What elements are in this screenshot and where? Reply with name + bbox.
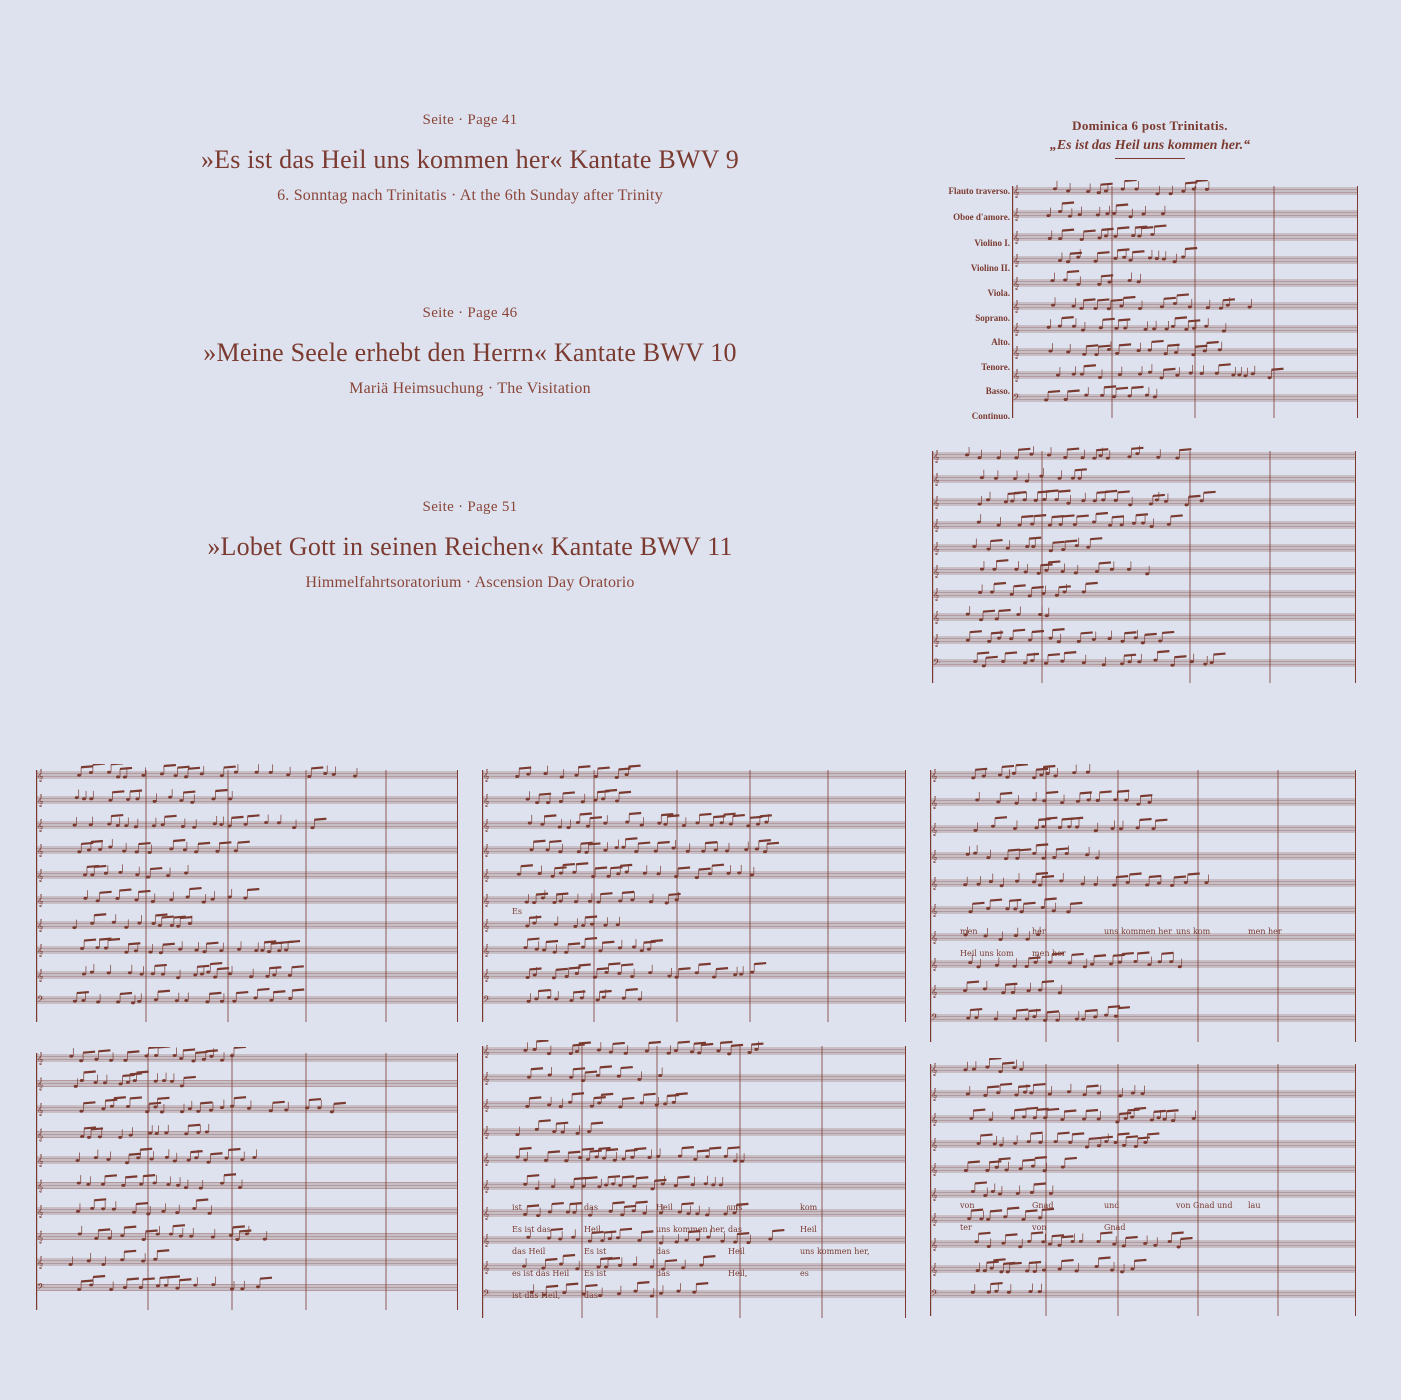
svg-text:𝄞: 𝄞 [483,1099,490,1112]
svg-text:𝄞: 𝄞 [37,1154,44,1167]
lyric-syllable: lau [1248,1201,1261,1210]
lyric-syllable: Heil [656,1203,673,1212]
occasion-line: Himmelfahrtsoratorium · Ascension Day Oratorio [305,574,635,591]
svg-text:𝄞: 𝄞 [37,1205,44,1218]
score-system-1 [1012,180,1358,430]
svg-text:𝄞: 𝄞 [483,919,490,932]
work-title: »Meine Seele erhebt den Herrn« Kantate BWV 10 [203,338,737,367]
svg-text:𝄞: 𝄞 [483,1180,490,1193]
svg-text:𝄞: 𝄞 [1013,277,1020,290]
svg-text:𝄢: 𝄢 [931,1012,939,1025]
lyric-syllable: ist das Heil, [512,1291,561,1300]
svg-text:𝄞: 𝄞 [931,796,938,809]
score-heading [1000,118,1300,159]
svg-text:𝄞: 𝄞 [483,1207,490,1220]
lyric-syllable: Es ist [584,1247,607,1256]
lyric-syllable: Heil [800,1225,817,1234]
svg-text:𝄞: 𝄞 [931,904,938,917]
svg-text:𝄞: 𝄞 [37,1179,44,1193]
cantata-motto: „Es ist das Heil uns kommen her.“ [1049,138,1251,153]
svg-text:𝄞: 𝄞 [37,819,44,832]
score-engraving [930,1058,1356,1328]
svg-text:𝄞: 𝄞 [933,496,940,509]
svg-text:𝄞: 𝄞 [933,588,940,601]
page-reference: Seite · Page 46 [422,305,518,321]
lyric-syllable: uns kommen her, [656,1225,726,1234]
svg-text:𝄞: 𝄞 [931,931,938,944]
score-engraving [1012,180,1358,430]
score-system-4 [482,764,906,1034]
page-reference: Seite · Page 41 [422,112,518,128]
svg-text:𝄞: 𝄞 [931,1263,938,1276]
instrument-label: Oboe d'amore. [953,212,1010,222]
lyric-syllable: uns [728,1203,743,1212]
lyric-syllable: Heil, [728,1269,748,1278]
work-title: »Es ist das Heil uns kommen her« Kantate BWV 9 [200,145,740,174]
score-system-2 [932,445,1356,695]
lyric-syllable: es [800,1269,809,1278]
score-system-7 [482,1040,906,1330]
lyric-syllable: das [656,1247,670,1256]
lyric-syllable: uns kommen her [1104,927,1172,936]
svg-text:𝄢: 𝄢 [483,994,491,1007]
svg-text:𝄞: 𝄞 [37,969,44,982]
svg-text:𝄞: 𝄞 [483,769,490,782]
svg-text:𝄢: 𝄢 [483,1288,491,1301]
lyric-syllable: uns kommen her, [800,1247,870,1256]
entry-bwv11 [170,499,770,592]
score-engraving [930,764,1356,1054]
svg-text:𝄞: 𝄞 [931,985,938,998]
lyric-syllable: men her [1032,949,1066,958]
svg-text:𝄞: 𝄞 [37,794,44,807]
svg-text:𝄢: 𝄢 [37,994,45,1007]
lyric-syllable: Heil [728,1247,745,1256]
svg-text:𝄞: 𝄞 [37,919,44,932]
svg-text:𝄢: 𝄢 [1013,392,1021,405]
score-engraving [482,1040,906,1330]
instrument-label: Continuo. [971,411,1010,421]
svg-text:𝄞: 𝄞 [37,1256,44,1269]
svg-text:𝄞: 𝄞 [37,844,44,857]
svg-text:𝄞: 𝄞 [483,844,490,857]
svg-text:𝄞: 𝄞 [933,450,940,463]
lyric-syllable: kom [800,1203,818,1212]
svg-text:𝄞: 𝄞 [933,565,940,578]
lyric-syllable: Es ist [584,1269,607,1278]
score-engraving [932,445,1356,695]
lyric-syllable: uns kom [1176,927,1211,936]
svg-text:𝄞: 𝄞 [931,823,938,836]
svg-text:𝄢: 𝄢 [931,1288,939,1301]
lyric-syllable: das [584,1203,598,1212]
page-reference: Seite · Page 51 [422,499,518,515]
svg-text:𝄞: 𝄞 [931,1163,938,1176]
instrument-label: Basso. [985,386,1010,396]
svg-text:𝄞: 𝄞 [483,1072,490,1085]
svg-text:𝄞: 𝄞 [37,1103,44,1116]
svg-text:𝄞: 𝄞 [483,894,490,907]
svg-text:𝄞: 𝄞 [483,1234,490,1247]
svg-text:𝄞: 𝄞 [1013,231,1020,244]
svg-text:𝄞: 𝄞 [931,1088,938,1101]
instrument-label: Soprano. [975,313,1010,323]
lyric-syllable: das [728,1225,742,1234]
svg-text:𝄢: 𝄢 [37,1281,45,1295]
svg-text:𝄞: 𝄞 [483,1153,490,1166]
score-system-3 [36,764,458,1034]
svg-text:𝄞: 𝄞 [1013,346,1020,359]
svg-text:𝄞: 𝄞 [1013,323,1020,336]
svg-text:𝄞: 𝄞 [1013,208,1020,221]
instrument-label: Viola. [987,288,1010,298]
svg-text:𝄞: 𝄞 [1013,185,1020,198]
svg-text:𝄞: 𝄞 [933,542,940,555]
lyric-syllable: das [656,1269,670,1278]
lyric-syllable: Es ist das [512,1225,551,1234]
svg-text:𝄞: 𝄞 [483,1261,490,1274]
score-engraving [36,1047,458,1322]
svg-text:𝄞: 𝄞 [933,473,940,486]
svg-text:𝄞: 𝄞 [931,1138,938,1151]
svg-text:𝄞: 𝄞 [931,1213,938,1226]
svg-text:𝄞: 𝄞 [931,958,938,971]
lyric-syllable: das Heil [512,1247,546,1256]
lyric-syllable: Gnad [1104,1223,1126,1232]
svg-text:𝄞: 𝄞 [931,769,938,782]
lyric-syllable: men her [1248,927,1282,936]
svg-text:𝄞: 𝄞 [37,1128,44,1142]
svg-text:𝄞: 𝄞 [1013,369,1020,382]
svg-text:𝄞: 𝄞 [483,1045,490,1058]
svg-text:𝄞: 𝄞 [483,869,490,882]
heading-rule [1115,158,1185,159]
lyric-syllable: Heil [584,1225,601,1234]
svg-text:𝄞: 𝄞 [931,850,938,863]
svg-text:𝄞: 𝄞 [933,519,940,532]
lyric-syllable: men [960,927,978,936]
score-system-6 [36,1047,458,1322]
lyric-syllable: und [1104,1201,1120,1210]
svg-text:𝄞: 𝄞 [37,1077,44,1091]
svg-text:𝄞: 𝄞 [37,1052,44,1065]
score-system-8 [930,1058,1356,1328]
svg-text:𝄞: 𝄞 [483,1126,490,1139]
lyric-syllable: das [584,1291,598,1300]
lyric-syllable: Heil uns kom [960,949,1014,958]
lyric-syllable: her [1032,927,1046,936]
instrument-label: Tenore. [981,362,1010,372]
svg-text:𝄞: 𝄞 [483,819,490,832]
occasion-line: 6. Sonntag nach Trinitatis · At the 6th Sunday after Trinity [277,187,663,204]
liturgical-heading: Dominica 6 post Trinitatis. [1072,118,1228,133]
lyric-syllable: von Gnad und [1176,1201,1233,1210]
svg-text:𝄞: 𝄞 [1013,254,1020,267]
occasion-line: Mariä Heimsuchung · The Visitation [349,380,591,397]
lyric-syllable: es ist das Heil [512,1269,570,1278]
svg-text:𝄞: 𝄞 [483,794,490,807]
instrument-label: Violino I. [974,238,1010,248]
lyric-syllable: von [1032,1223,1047,1232]
svg-text:𝄞: 𝄞 [931,1188,938,1201]
svg-text:𝄞: 𝄞 [37,894,44,907]
lyric-syllable: ter [960,1223,972,1232]
svg-text:𝄞: 𝄞 [483,969,490,982]
score-engraving [36,764,458,1034]
work-title: »Lobet Gott in seinen Reichen« Kantate BWV 11 [207,532,733,561]
score-engraving [482,764,906,1034]
lyric-syllable: Es [512,907,522,916]
svg-text:𝄞: 𝄞 [933,611,940,624]
instrument-label: Flauto traverso. [948,186,1010,196]
svg-text:𝄞: 𝄞 [931,877,938,890]
entry-bwv10 [170,305,770,398]
instrument-label: Violino II. [970,263,1010,273]
svg-text:𝄞: 𝄞 [931,1238,938,1251]
svg-text:𝄞: 𝄞 [931,1113,938,1126]
svg-text:𝄞: 𝄞 [931,1063,938,1076]
lyric-syllable: von [960,1201,975,1210]
svg-text:𝄞: 𝄞 [933,634,940,647]
svg-text:𝄞: 𝄞 [37,1230,44,1244]
score-system-5 [930,764,1356,1054]
svg-text:𝄞: 𝄞 [37,944,44,957]
entry-bwv9 [170,112,770,205]
svg-text:𝄞: 𝄞 [37,769,44,782]
svg-text:𝄢: 𝄢 [933,657,941,670]
svg-text:𝄞: 𝄞 [37,869,44,882]
svg-text:𝄞: 𝄞 [1013,300,1020,313]
instrument-label: Alto. [991,337,1010,347]
lyric-syllable: ist [512,1203,522,1212]
lyric-syllable: Gnad [1032,1201,1054,1210]
svg-text:𝄞: 𝄞 [483,944,490,957]
